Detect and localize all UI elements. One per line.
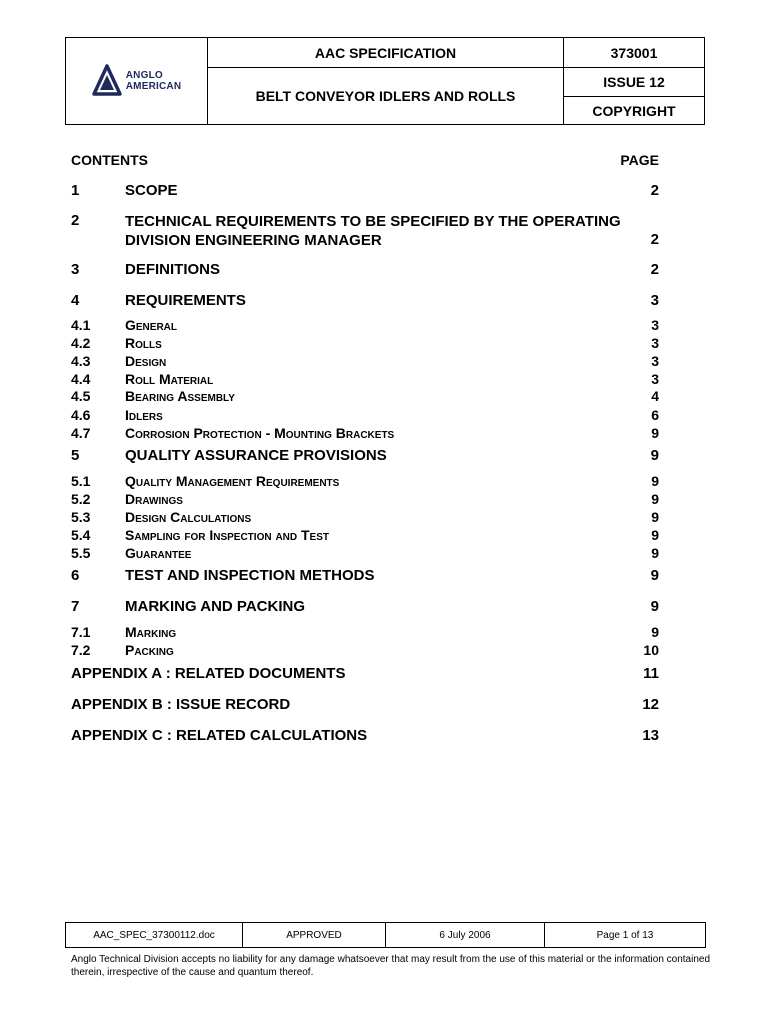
toc-number: 5.2: [71, 491, 91, 507]
toc-number: 5.4: [71, 527, 91, 543]
toc-subentry: [71, 624, 659, 641]
page-column-heading: PAGE: [620, 152, 659, 168]
toc-page: 3: [651, 371, 659, 387]
toc-page: 9: [651, 545, 659, 561]
toc-number: 5: [71, 447, 80, 464]
toc-title: Sampling for Inspection and Test: [125, 527, 330, 543]
contents-heading-row: [71, 152, 659, 169]
toc-title: Drawings: [125, 491, 183, 507]
toc-page: 9: [651, 509, 659, 525]
document-title: BELT CONVEYOR IDLERS AND ROLLS: [208, 68, 564, 124]
toc-title: TEST AND INSPECTION METHODS: [125, 567, 375, 584]
toc-title: APPENDIX A : RELATED DOCUMENTS: [71, 665, 346, 682]
toc-subentry: [71, 335, 659, 352]
toc-page: 2: [650, 182, 659, 199]
footer-filename: AAC_SPEC_37300112.doc: [66, 923, 243, 947]
toc-number: 7: [71, 598, 80, 615]
spec-label: AAC SPECIFICATION: [208, 38, 564, 68]
toc-page: 9: [650, 447, 659, 464]
toc-page: 3: [651, 317, 659, 333]
toc-title: Roll Material: [125, 371, 214, 387]
toc-subentry: [71, 491, 659, 508]
toc-title: General: [125, 317, 178, 333]
toc-subentry: [71, 545, 659, 562]
toc-subentry: [71, 509, 659, 526]
toc-number: 5.5: [71, 545, 91, 561]
logo-cell: [66, 38, 208, 124]
footer-date: 6 July 2006: [386, 923, 545, 947]
toc-page: 3: [651, 335, 659, 351]
logo-text-line2: AMERICAN: [125, 81, 182, 92]
footer-disclaimer: Anglo Technical Division accepts no liability for any damage whatsoever that may result from the use of this material or the information contained therein, irrespective of the cause and quantum thereof.: [71, 954, 711, 978]
toc-subentry: [71, 407, 659, 424]
toc-number: 1: [71, 182, 80, 199]
toc-number: 7.1: [71, 624, 91, 640]
document-footer-table: [65, 922, 706, 948]
toc-title: APPENDIX C : RELATED CALCULATIONS: [71, 727, 368, 744]
toc-number: 4.2: [71, 335, 91, 351]
toc-title: TECHNICAL REQUIREMENTS TO BE SPECIFIED BY THE OPERATING DIVISION ENGINEERING MANAGER: [125, 213, 621, 249]
toc-subentry: [71, 425, 659, 442]
toc-title: Corrosion Protection - Mounting Brackets: [125, 425, 395, 441]
toc-page: 10: [643, 642, 659, 658]
toc-title: Packing: [125, 642, 174, 658]
toc-title: Quality Management Requirements: [125, 473, 340, 489]
toc-entry: [71, 261, 659, 279]
footer-page-number: Page 1 of 13: [596, 929, 654, 941]
document-header-table: [65, 37, 705, 125]
toc-title: Idlers: [125, 407, 163, 423]
toc-page: 9: [650, 598, 659, 615]
toc-title: Design: [125, 353, 167, 369]
toc-number: 4: [71, 292, 80, 309]
document-number: 373001: [564, 38, 704, 68]
toc-entry: [71, 212, 659, 250]
toc-subentry: [71, 473, 659, 490]
toc-subentry: [71, 388, 659, 405]
toc-page: 9: [651, 473, 659, 489]
toc-title: Design Calculations: [125, 509, 252, 525]
toc-number: 7.2: [71, 642, 91, 658]
toc-number: 4.4: [71, 371, 91, 387]
toc-number: 5.3: [71, 509, 91, 525]
toc-number: 4.7: [71, 425, 91, 441]
toc-title: Guarantee: [125, 545, 192, 561]
toc-page: 9: [651, 624, 659, 640]
toc-subentry: [71, 353, 659, 370]
toc-page: 6: [651, 407, 659, 423]
toc-entry: [71, 567, 659, 585]
toc-appendix-entry: [71, 665, 659, 683]
toc-page: 9: [651, 527, 659, 543]
toc-page: 4: [651, 388, 659, 404]
toc-subentry: [71, 642, 659, 659]
toc-title: QUALITY ASSURANCE PROVISIONS: [125, 447, 387, 464]
toc-page: 11: [643, 665, 659, 682]
toc-title: REQUIREMENTS: [125, 292, 246, 309]
toc-title: MARKING AND PACKING: [125, 598, 305, 615]
toc-page: 9: [651, 425, 659, 441]
toc-title: Marking: [125, 624, 177, 640]
toc-number: 2: [71, 212, 80, 229]
toc-subentry: [71, 371, 659, 388]
toc-entry: [71, 292, 659, 310]
toc-page: 3: [651, 353, 659, 369]
logo-text-line1: ANGLO: [125, 70, 163, 81]
toc-appendix-entry: [71, 696, 659, 714]
toc-appendix-entry: [71, 727, 659, 745]
toc-title: Rolls: [125, 335, 162, 351]
toc-title: APPENDIX B : ISSUE RECORD: [71, 696, 291, 713]
toc-entry: [71, 182, 659, 200]
toc-number: 4.3: [71, 353, 91, 369]
toc-number: 6: [71, 567, 80, 584]
toc-page: 12: [642, 696, 659, 713]
toc-number: 3: [71, 261, 80, 278]
toc-page: 2: [650, 261, 659, 278]
toc-entry: [71, 447, 659, 465]
toc-number: 5.1: [71, 473, 91, 489]
contents-heading: CONTENTS: [71, 152, 148, 168]
toc-page: 13: [642, 727, 659, 744]
toc-number: 4.5: [71, 388, 91, 404]
company-logo: [92, 64, 182, 98]
anglo-american-logo-icon: [92, 64, 122, 98]
toc-entry: [71, 598, 659, 616]
toc-number: 4.6: [71, 407, 91, 423]
toc-title: Bearing Assembly: [125, 388, 235, 404]
toc-title: SCOPE: [125, 182, 178, 199]
toc-page: 2: [650, 231, 659, 248]
toc-subentry: [71, 527, 659, 544]
toc-subentry: [71, 317, 659, 334]
copyright-label: COPYRIGHT: [592, 102, 676, 119]
toc-title: DEFINITIONS: [125, 261, 221, 278]
toc-page: 9: [651, 491, 659, 507]
toc-page: 3: [650, 292, 659, 309]
toc-number: 4.1: [71, 317, 91, 333]
toc-page: 9: [650, 567, 659, 584]
footer-status: APPROVED: [243, 923, 386, 947]
issue-label: ISSUE 12: [564, 68, 704, 97]
